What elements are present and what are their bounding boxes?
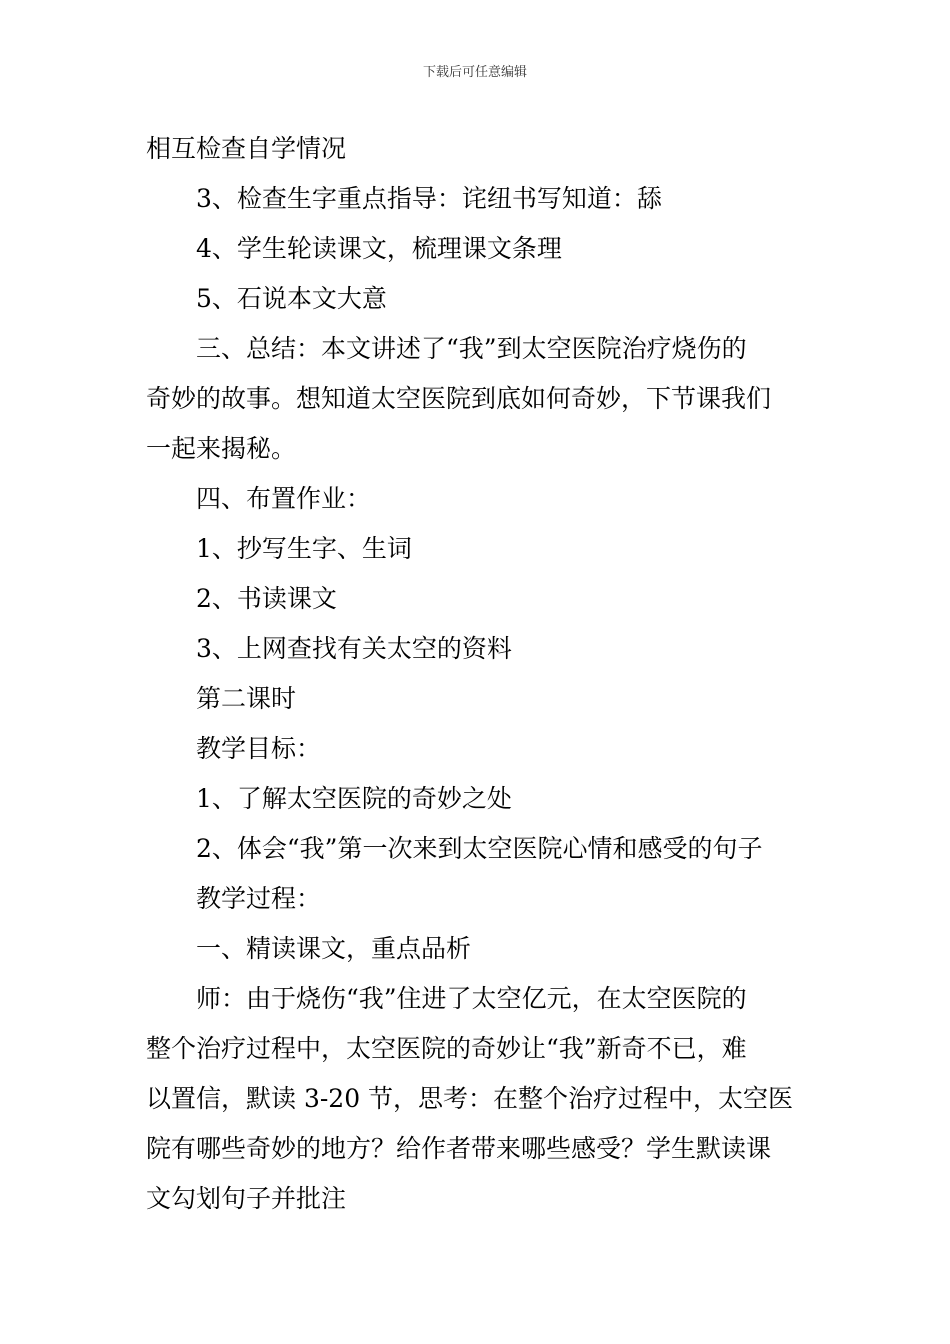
text-line: 1、抄写生字、生词 bbox=[196, 534, 412, 563]
text-line: 2、体会“我”第一次来到太空医院心情和感受的句子 bbox=[196, 834, 763, 863]
text-line: 2、书读课文 bbox=[196, 584, 337, 613]
text-line: 一、精读课文，重点品析 bbox=[196, 934, 472, 963]
text-line: 四、布置作业： bbox=[196, 484, 372, 513]
document-body bbox=[146, 124, 806, 1224]
text-line: 教学过程： bbox=[196, 884, 322, 913]
text-line: 5、石说本文大意 bbox=[196, 284, 387, 313]
text-line: 1、了解太空医院的奇妙之处 bbox=[196, 784, 512, 813]
text-line: 一起来揭秘。 bbox=[146, 434, 297, 463]
text-line: 相互检查自学情况 bbox=[146, 134, 347, 163]
text-line: 整个治疗过程中，太空医院的奇妙让“我”新奇不已，难 bbox=[146, 1034, 747, 1063]
text-line: 4、学生轮读课文，梳理课文条理 bbox=[196, 234, 562, 263]
page-header: 下载后可任意编辑 bbox=[422, 65, 527, 80]
text-line: 第二课时 bbox=[196, 684, 297, 713]
text-line: 教学目标： bbox=[196, 734, 322, 763]
text-line: 以置信，默读 3-20 节，思考：在整个治疗过程中，太空医 bbox=[146, 1084, 794, 1113]
text-line: 奇妙的故事。想知道太空医院到底如何奇妙，下节课我们 bbox=[146, 384, 772, 413]
text-line: 三、总结：本文讲述了“我”到太空医院治疗烧伤的 bbox=[196, 334, 747, 363]
text-line: 3、检查生字重点指导：诧纽书写知道：舔 bbox=[196, 184, 662, 213]
text-line: 文勾划句子并批注 bbox=[146, 1184, 347, 1213]
text-line: 师：由于烧伤“我”住进了太空亿元，在太空医院的 bbox=[196, 984, 747, 1013]
text-line: 院有哪些奇妙的地方？给作者带来哪些感受？学生默读课 bbox=[146, 1134, 772, 1163]
text-line: 3、上网查找有关太空的资料 bbox=[196, 634, 512, 663]
